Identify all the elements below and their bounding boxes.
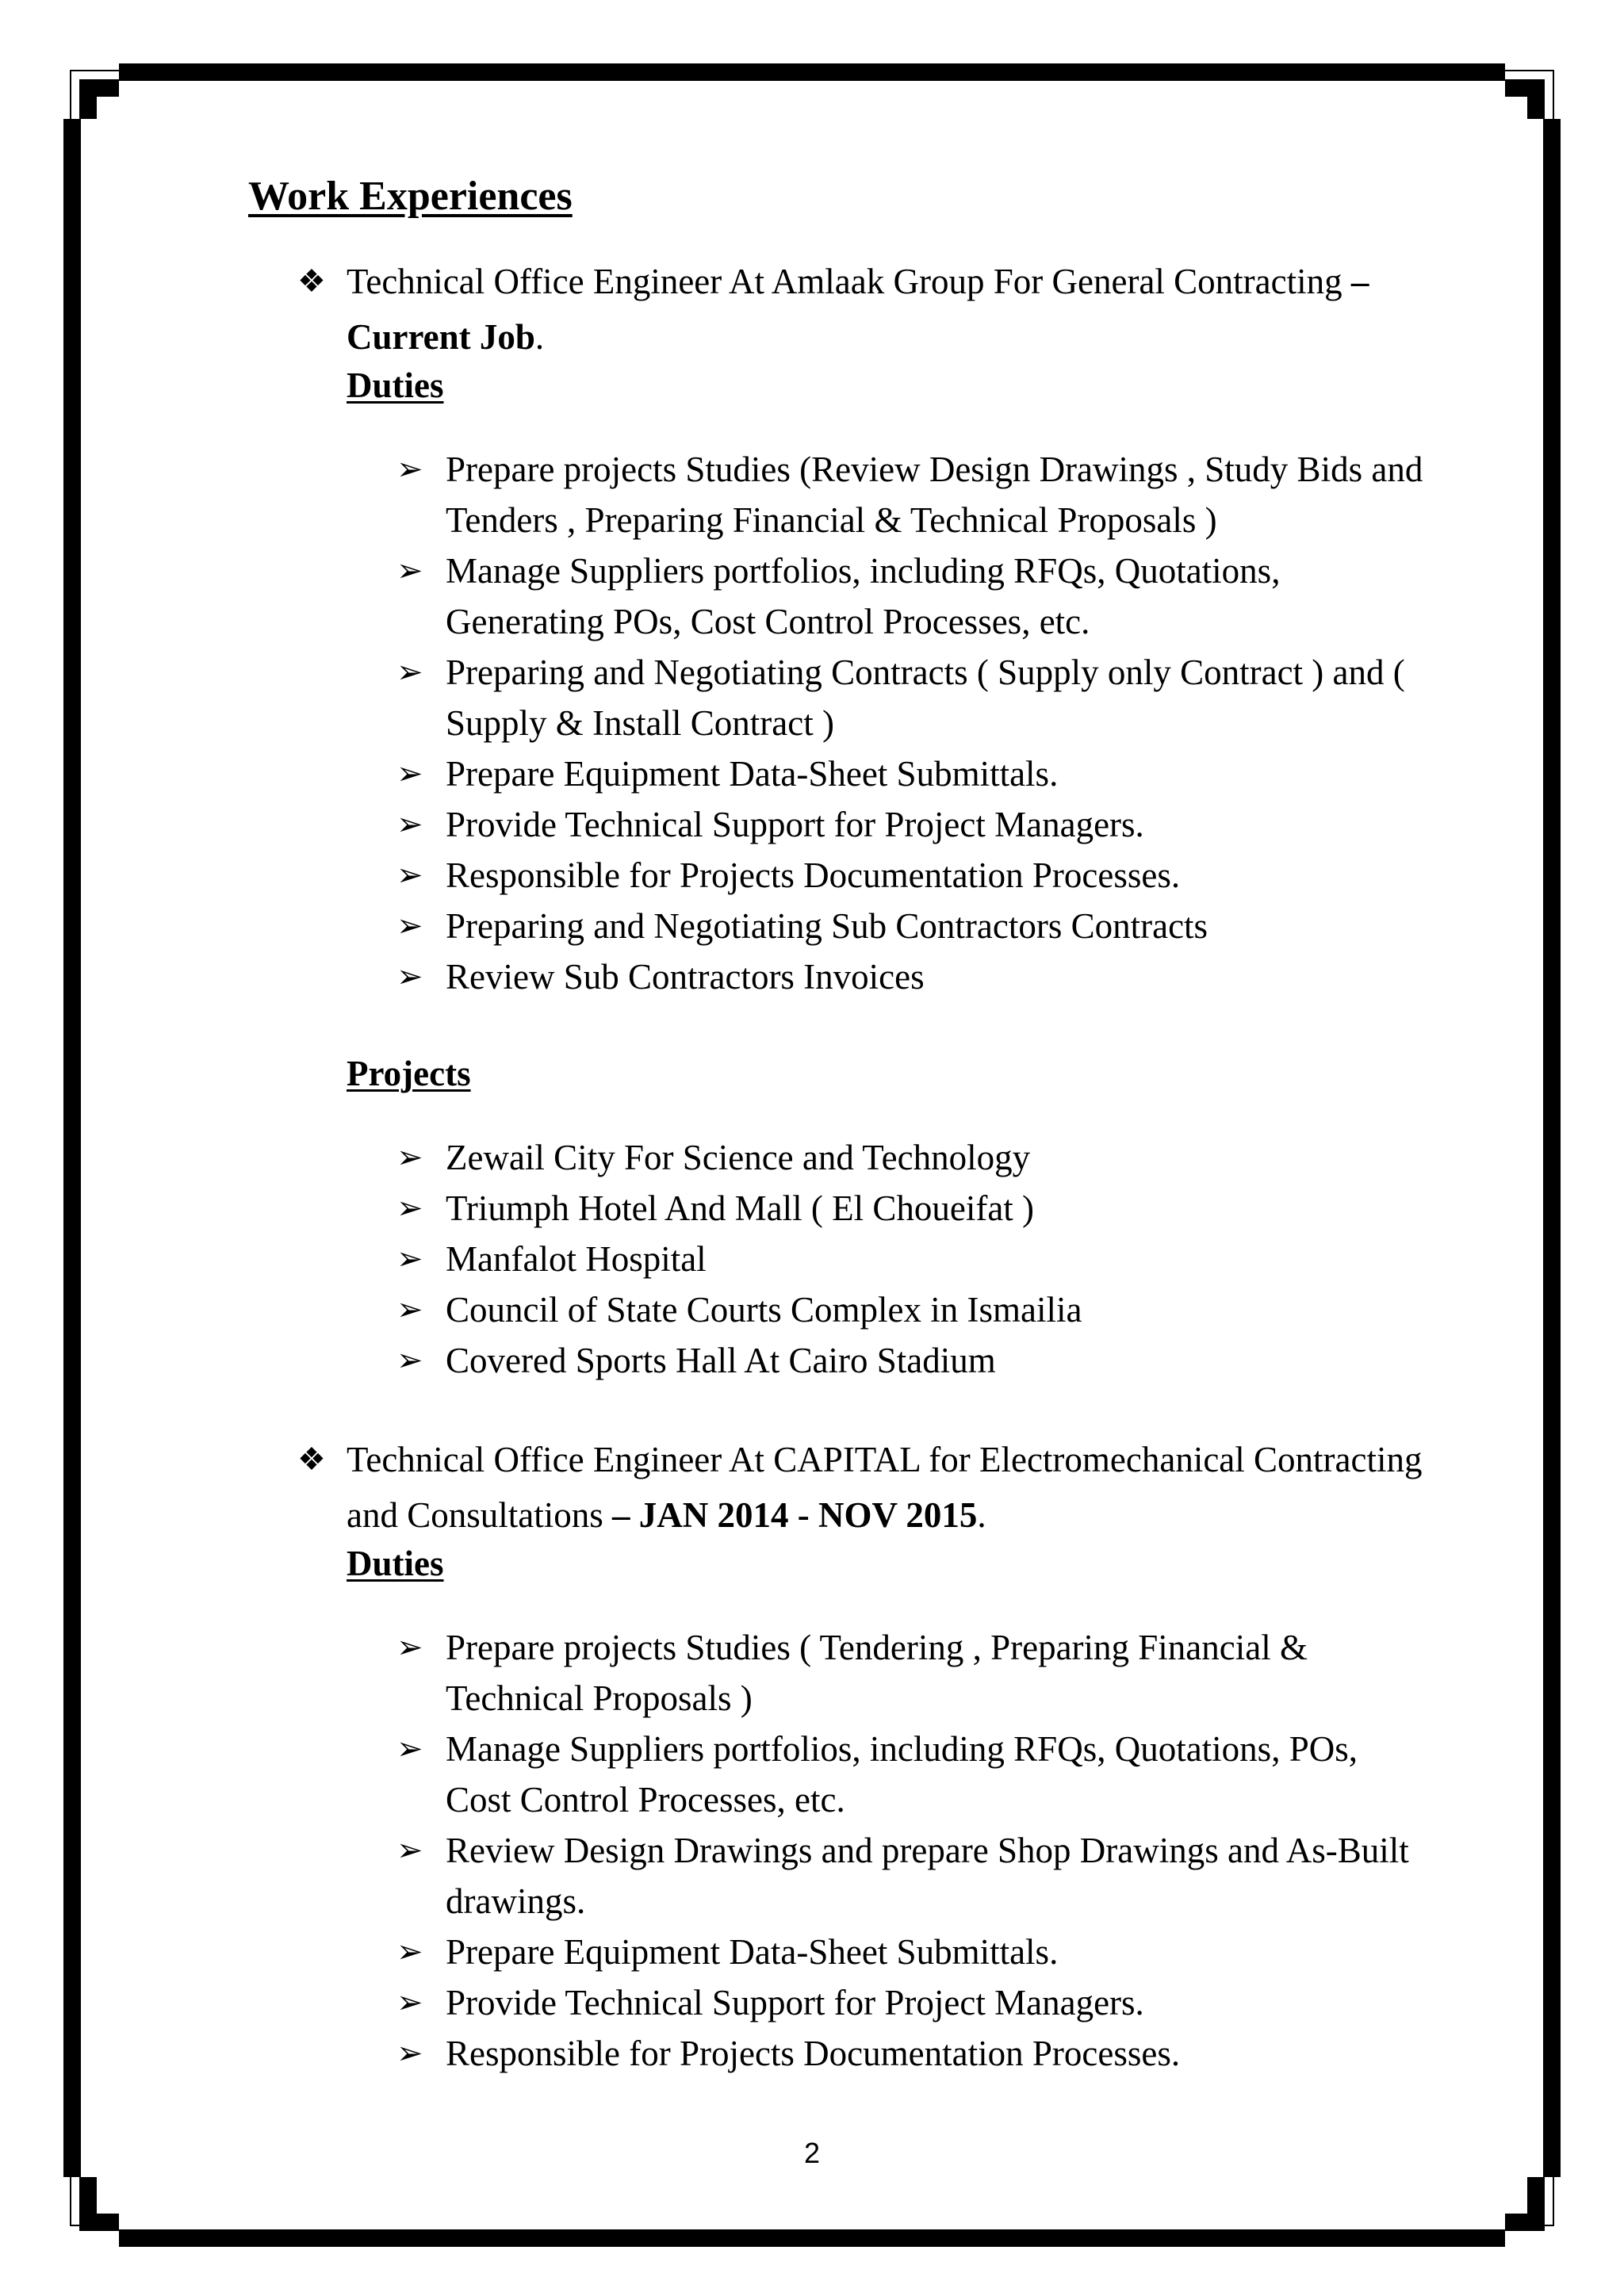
arrow-bullet-icon: ➢ xyxy=(396,1629,423,1665)
list-item: ➢ Review Sub Contractors Invoices xyxy=(396,951,1427,1002)
list-item: ➢ Review Design Drawings and prepare Shop Drawings and As-Built drawings. xyxy=(396,1825,1427,1927)
arrow-bullet-icon: ➢ xyxy=(396,2035,423,2071)
job-period: Current Job xyxy=(347,317,535,357)
list-item: ➢ Prepare projects Studies ( Tendering , Preparing Financial & Technical Proposals ) xyxy=(396,1622,1427,1724)
arrow-bullet-icon: ➢ xyxy=(396,1984,423,2020)
arrow-bullet-icon: ➢ xyxy=(396,1342,423,1378)
arrow-bullet-icon: ➢ xyxy=(396,1190,423,1226)
duties-label: Duties xyxy=(347,365,444,405)
job-title: Technical Office Engineer At Amlaak Group For General Contracting xyxy=(347,262,1342,301)
list-item: ➢ Provide Technical Support for Project Managers. xyxy=(396,799,1427,850)
duties-list xyxy=(396,444,1427,1002)
arrow-bullet-icon: ➢ xyxy=(396,806,423,842)
job-entry: ❖ Technical Office Engineer At CAPITAL for Electromechanical Contracting and Consultations – JAN 2014 - NOV 2015. xyxy=(297,1432,1423,1543)
arrow-bullet-icon: ➢ xyxy=(396,654,423,690)
list-item: ➢ Manfalot Hospital xyxy=(396,1234,1427,1284)
list-item: ➢ Prepare projects Studies (Review Design Drawings , Study Bids and Tenders , Preparing Financial & Technical Proposals ) xyxy=(396,444,1427,545)
arrow-bullet-icon: ➢ xyxy=(396,959,423,994)
list-item: ➢ Council of State Courts Complex in Ismailia xyxy=(396,1284,1427,1335)
arrow-bullet-icon: ➢ xyxy=(396,1292,423,1327)
list-item: ➢ Responsible for Projects Documentation Processes. xyxy=(396,850,1427,901)
arrow-bullet-icon: ➢ xyxy=(396,1731,423,1766)
arrow-bullet-icon: ➢ xyxy=(396,451,423,487)
job-title: Technical Office Engineer At CAPITAL for Electromechanical Contracting and Consultations xyxy=(347,1440,1423,1535)
list-item: ➢ Prepare Equipment Data-Sheet Submittals. xyxy=(396,1927,1427,1977)
arrow-bullet-icon: ➢ xyxy=(396,857,423,893)
projects-label: Projects xyxy=(347,1054,471,1093)
arrow-bullet-icon: ➢ xyxy=(396,1139,423,1175)
list-item: ➢ Preparing and Negotiating Sub Contractors Contracts xyxy=(396,901,1427,951)
arrow-bullet-icon: ➢ xyxy=(396,1241,423,1276)
arrow-bullet-icon: ➢ xyxy=(396,1832,423,1868)
job-period: JAN 2014 - NOV 2015 xyxy=(638,1495,978,1535)
arrow-bullet-icon: ➢ xyxy=(396,1934,423,1969)
page-number: 2 xyxy=(803,2137,821,2169)
section-title: Work Experiences xyxy=(248,174,573,219)
list-item: ➢ Responsible for Projects Documentation Processes. xyxy=(396,2028,1427,2079)
list-item: ➢ Covered Sports Hall At Cairo Stadium xyxy=(396,1335,1427,1386)
list-item: ➢ Zewail City For Science and Technology xyxy=(396,1132,1427,1183)
job-entry: ❖ Technical Office Engineer At Amlaak Group For General Contracting – Current Job. xyxy=(297,254,1423,365)
duties-list xyxy=(396,1622,1427,2079)
arrow-bullet-icon: ➢ xyxy=(396,908,423,943)
list-item: ➢ Manage Suppliers portfolios, including RFQs, Quotations, Generating POs, Cost Control Processes, etc. xyxy=(396,545,1427,647)
list-item: ➢ Manage Suppliers portfolios, including RFQs, Quotations, POs, Cost Control Processes, etc. xyxy=(396,1724,1427,1825)
arrow-bullet-icon: ➢ xyxy=(396,756,423,791)
diamond-bullet-icon: ❖ xyxy=(297,263,326,299)
list-item: ➢ Preparing and Negotiating Contracts ( Supply only Contract ) and ( Supply & Install Contract ) xyxy=(396,647,1427,748)
projects-list xyxy=(396,1132,1427,1386)
duties-label: Duties xyxy=(347,1544,444,1583)
list-item: ➢ Prepare Equipment Data-Sheet Submittals. xyxy=(396,748,1427,799)
list-item: ➢ Triumph Hotel And Mall ( El Choueifat ) xyxy=(396,1183,1427,1234)
diamond-bullet-icon: ❖ xyxy=(297,1441,326,1477)
arrow-bullet-icon: ➢ xyxy=(396,553,423,588)
list-item: ➢ Provide Technical Support for Project Managers. xyxy=(396,1977,1427,2028)
